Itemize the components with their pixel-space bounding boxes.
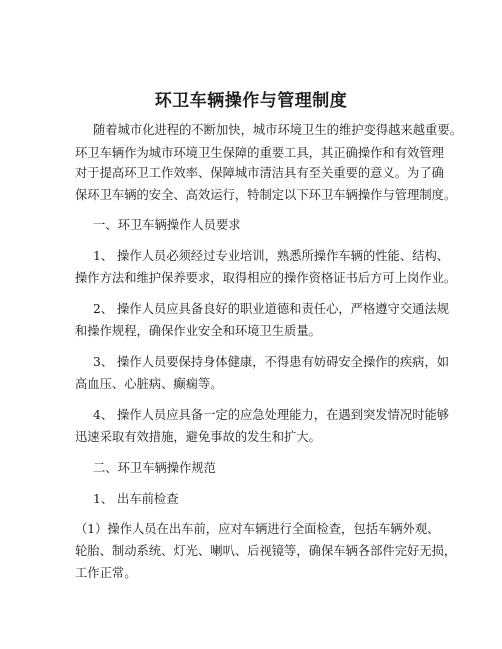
intro-line: 保环卫车辆的安全、高效运行，特制定以下环卫车辆操作与管理制度。: [75, 188, 457, 202]
list-item-line: 3、 操作人员要保持身体健康，不得患有妨碍安全操作的疾病，如: [93, 355, 450, 369]
list-item-line: 和操作规程，确保作业安全和环境卫生质量。: [75, 324, 321, 338]
paragraph-line: （1）操作人员在出车前，应对车辆进行全面检查，包括车辆外观、: [75, 522, 440, 536]
list-item-line: 2、 操作人员应具备良好的职业道德和责任心，严格遵守交通法规: [93, 302, 450, 316]
list-item-line: 1、 操作人员必须经过专业培训，熟悉所操作车辆的性能、结构、: [93, 249, 450, 263]
document-title: 环卫车辆操作与管理制度: [154, 91, 348, 111]
list-item-line: 高血压、心脏病、癫痫等。: [75, 377, 223, 391]
subsection-heading: 1、 出车前检查: [93, 492, 179, 506]
section-heading: 二、环卫车辆操作规范: [93, 461, 216, 475]
list-item-line: 4、 操作人员应具备一定的应急处理能力，在遇到突发情况时能够: [93, 408, 450, 422]
list-item-line: 迅速采取有效措施，避免事故的发生和扩大。: [75, 430, 321, 444]
section-heading: 一、环卫车辆操作人员要求: [93, 218, 241, 232]
intro-line: 对于提高环卫工作效率、保障城市清洁具有至关重要的意义。为了确: [75, 166, 444, 180]
intro-line: 随着城市化进程的不断加快，城市环境卫生的维护变得越来越重要。: [93, 123, 462, 137]
paragraph-line: 工作正常。: [75, 566, 137, 580]
list-item-line: 操作方法和维护保养要求，取得相应的操作资格证书后方可上岗作业。: [75, 271, 457, 285]
intro-line: 环卫车辆作为城市环境卫生保障的重要工具，其正确操作和有效管理: [75, 146, 444, 160]
paragraph-line: 轮胎、制动系统、灯光、喇叭、后视镜等，确保车辆各部件完好无损，: [75, 544, 457, 558]
